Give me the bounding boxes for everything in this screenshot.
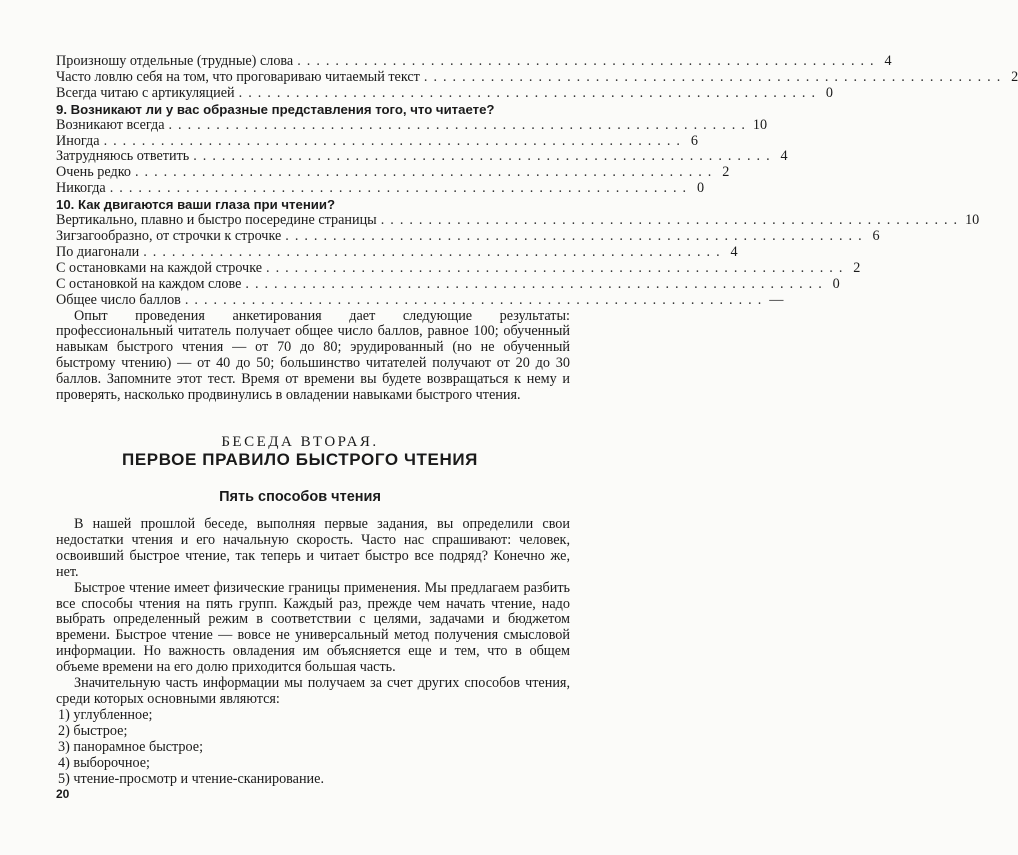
leader-dots: ............................................................. bbox=[285, 227, 868, 244]
leader-dots: ............................................................. bbox=[238, 84, 821, 101]
leader-dots: ............................................................. bbox=[245, 275, 828, 292]
list-item: 2) быстрое; bbox=[58, 722, 128, 739]
answer-row: Очень редко ............................................................. 2 bbox=[56, 164, 730, 181]
section-title: Пять способов чтения bbox=[219, 489, 381, 505]
results-paragraph: Опыт проведения анкетирования дает следующие результаты: профессиональный читатель получает общее число баллов, равное 100; обученный навыкам быстрого чтения — от 70 до 80; эрудированный (но не обученный быстрому чтению) — от 40 до 50; большинство читателей получают от 20 до 30 баллов. Запомните этот тест. Время от времени вы будете возвращаться к нему и проверять, насколько продвинулись в овладении навыками быстрого чтения. bbox=[56, 307, 570, 404]
answer-row: По диагонали ............................................................. 4 bbox=[56, 243, 738, 260]
answer-row: Зигзагообразно, от строчки к строчке ............................................................. 6 bbox=[56, 227, 880, 244]
chapter-title: ПЕРВОЕ ПРАВИЛО БЫСТРОГО ЧТЕНИЯ bbox=[122, 450, 478, 469]
score: 10 bbox=[752, 116, 768, 133]
score: 0 bbox=[832, 275, 840, 292]
paragraph: Быстрое чтение имеет физические границы применения. Мы предлагаем разбить все способы чтения на пять групп. Каждый раз, прежде чем начать чтение, надо выбрать определенный режим в соответствии с целями, задачами и бюджетом времени. Быстрое чтение — вовсе не универсальный метод получения смысловой информации. Но важность овладения им объясняется еще и тем, что в общем объеме времени на его долю приходится большая часть. bbox=[56, 579, 570, 676]
answer-row: С остановками на каждой строчке ............................................................. 2 bbox=[56, 259, 861, 276]
leader-dots: ............................................................. bbox=[168, 116, 751, 133]
answer-row: Всегда читаю с артикуляцией ............................................................. 0 bbox=[56, 84, 833, 101]
page-number: 20 bbox=[56, 787, 70, 801]
questionnaire bbox=[56, 53, 1018, 404]
answer-row: Возникают всегда ............................................................. 10 bbox=[56, 116, 768, 133]
body-text bbox=[56, 517, 570, 787]
answer-row: Затрудняюсь ответить ............................................................. 4 bbox=[56, 148, 788, 165]
leader-dots: ............................................................. bbox=[297, 53, 880, 69]
score: 0 bbox=[825, 84, 833, 101]
score: 2 bbox=[1011, 68, 1018, 85]
leader-dots: ............................................................. bbox=[134, 164, 718, 181]
question-heading: 9. Возникают ли у вас образные представления того, что читаете? bbox=[56, 101, 495, 117]
answer-row: Произношу отдельные (трудные) слова ............................................................. 4 bbox=[56, 53, 892, 69]
answer-row: Никогда ............................................................. 0 bbox=[56, 180, 705, 197]
leader-dots: ............................................................. bbox=[423, 68, 1007, 85]
list-item: 1) углубленное; bbox=[58, 706, 153, 723]
score: 4 bbox=[730, 243, 738, 260]
leader-dots: ............................................................. bbox=[184, 291, 768, 308]
question-heading: 10. Как двигаются ваши глаза при чтении? bbox=[56, 197, 336, 213]
list-item: 3) панорамное быстрое; bbox=[58, 738, 204, 755]
leader-dots: ............................................................. bbox=[143, 243, 726, 260]
leader-dots: ............................................................. bbox=[103, 132, 686, 149]
score: 6 bbox=[872, 227, 880, 244]
answer-row: С остановкой на каждом слове ............................................................. 0 bbox=[56, 275, 840, 292]
leader-dots: ............................................................. bbox=[193, 148, 776, 165]
leader-dots: ............................................................. bbox=[266, 259, 849, 276]
answer-row: Вертикально, плавно и быстро посередине страницы ............................................................. 10 bbox=[56, 212, 980, 229]
answer-row: Иногда ............................................................. 6 bbox=[56, 132, 698, 149]
paragraph: В нашей прошлой беседе, выполняя первые задания, вы определили свои недостатки чтения и его начальную скорость. Часто нас спрашивают: человек, освоивший быстрое чтение, так теперь и читает быстро все подряд? Конечно же, нет. bbox=[56, 516, 570, 580]
score: 4 bbox=[884, 53, 892, 69]
score: 10 bbox=[965, 212, 980, 229]
score: 4 bbox=[780, 148, 788, 165]
score: 2 bbox=[722, 164, 730, 181]
chapter-label: БЕСЕДА ВТОРАЯ. bbox=[221, 434, 379, 450]
score: 2 bbox=[853, 259, 861, 276]
score: — bbox=[769, 291, 784, 308]
answer-row: Часто ловлю себя на том, что проговариваю читаемый текст ............................................................. 2 bbox=[56, 68, 1018, 85]
list-item: 5) чтение-просмотр и чтение-сканирование. bbox=[58, 770, 324, 787]
leader-dots: ............................................................. bbox=[109, 180, 693, 197]
paragraph: Значительную часть информации мы получаем за счет других способов чтения, среди которых основными являются: bbox=[56, 675, 570, 707]
leader-dots: ............................................................. bbox=[380, 212, 964, 229]
list-item: 4) выборочное; bbox=[58, 754, 150, 771]
score: 0 bbox=[697, 180, 705, 197]
total-row: Общее число баллов ............................................................. — bbox=[56, 291, 784, 308]
score: 6 bbox=[690, 132, 698, 149]
